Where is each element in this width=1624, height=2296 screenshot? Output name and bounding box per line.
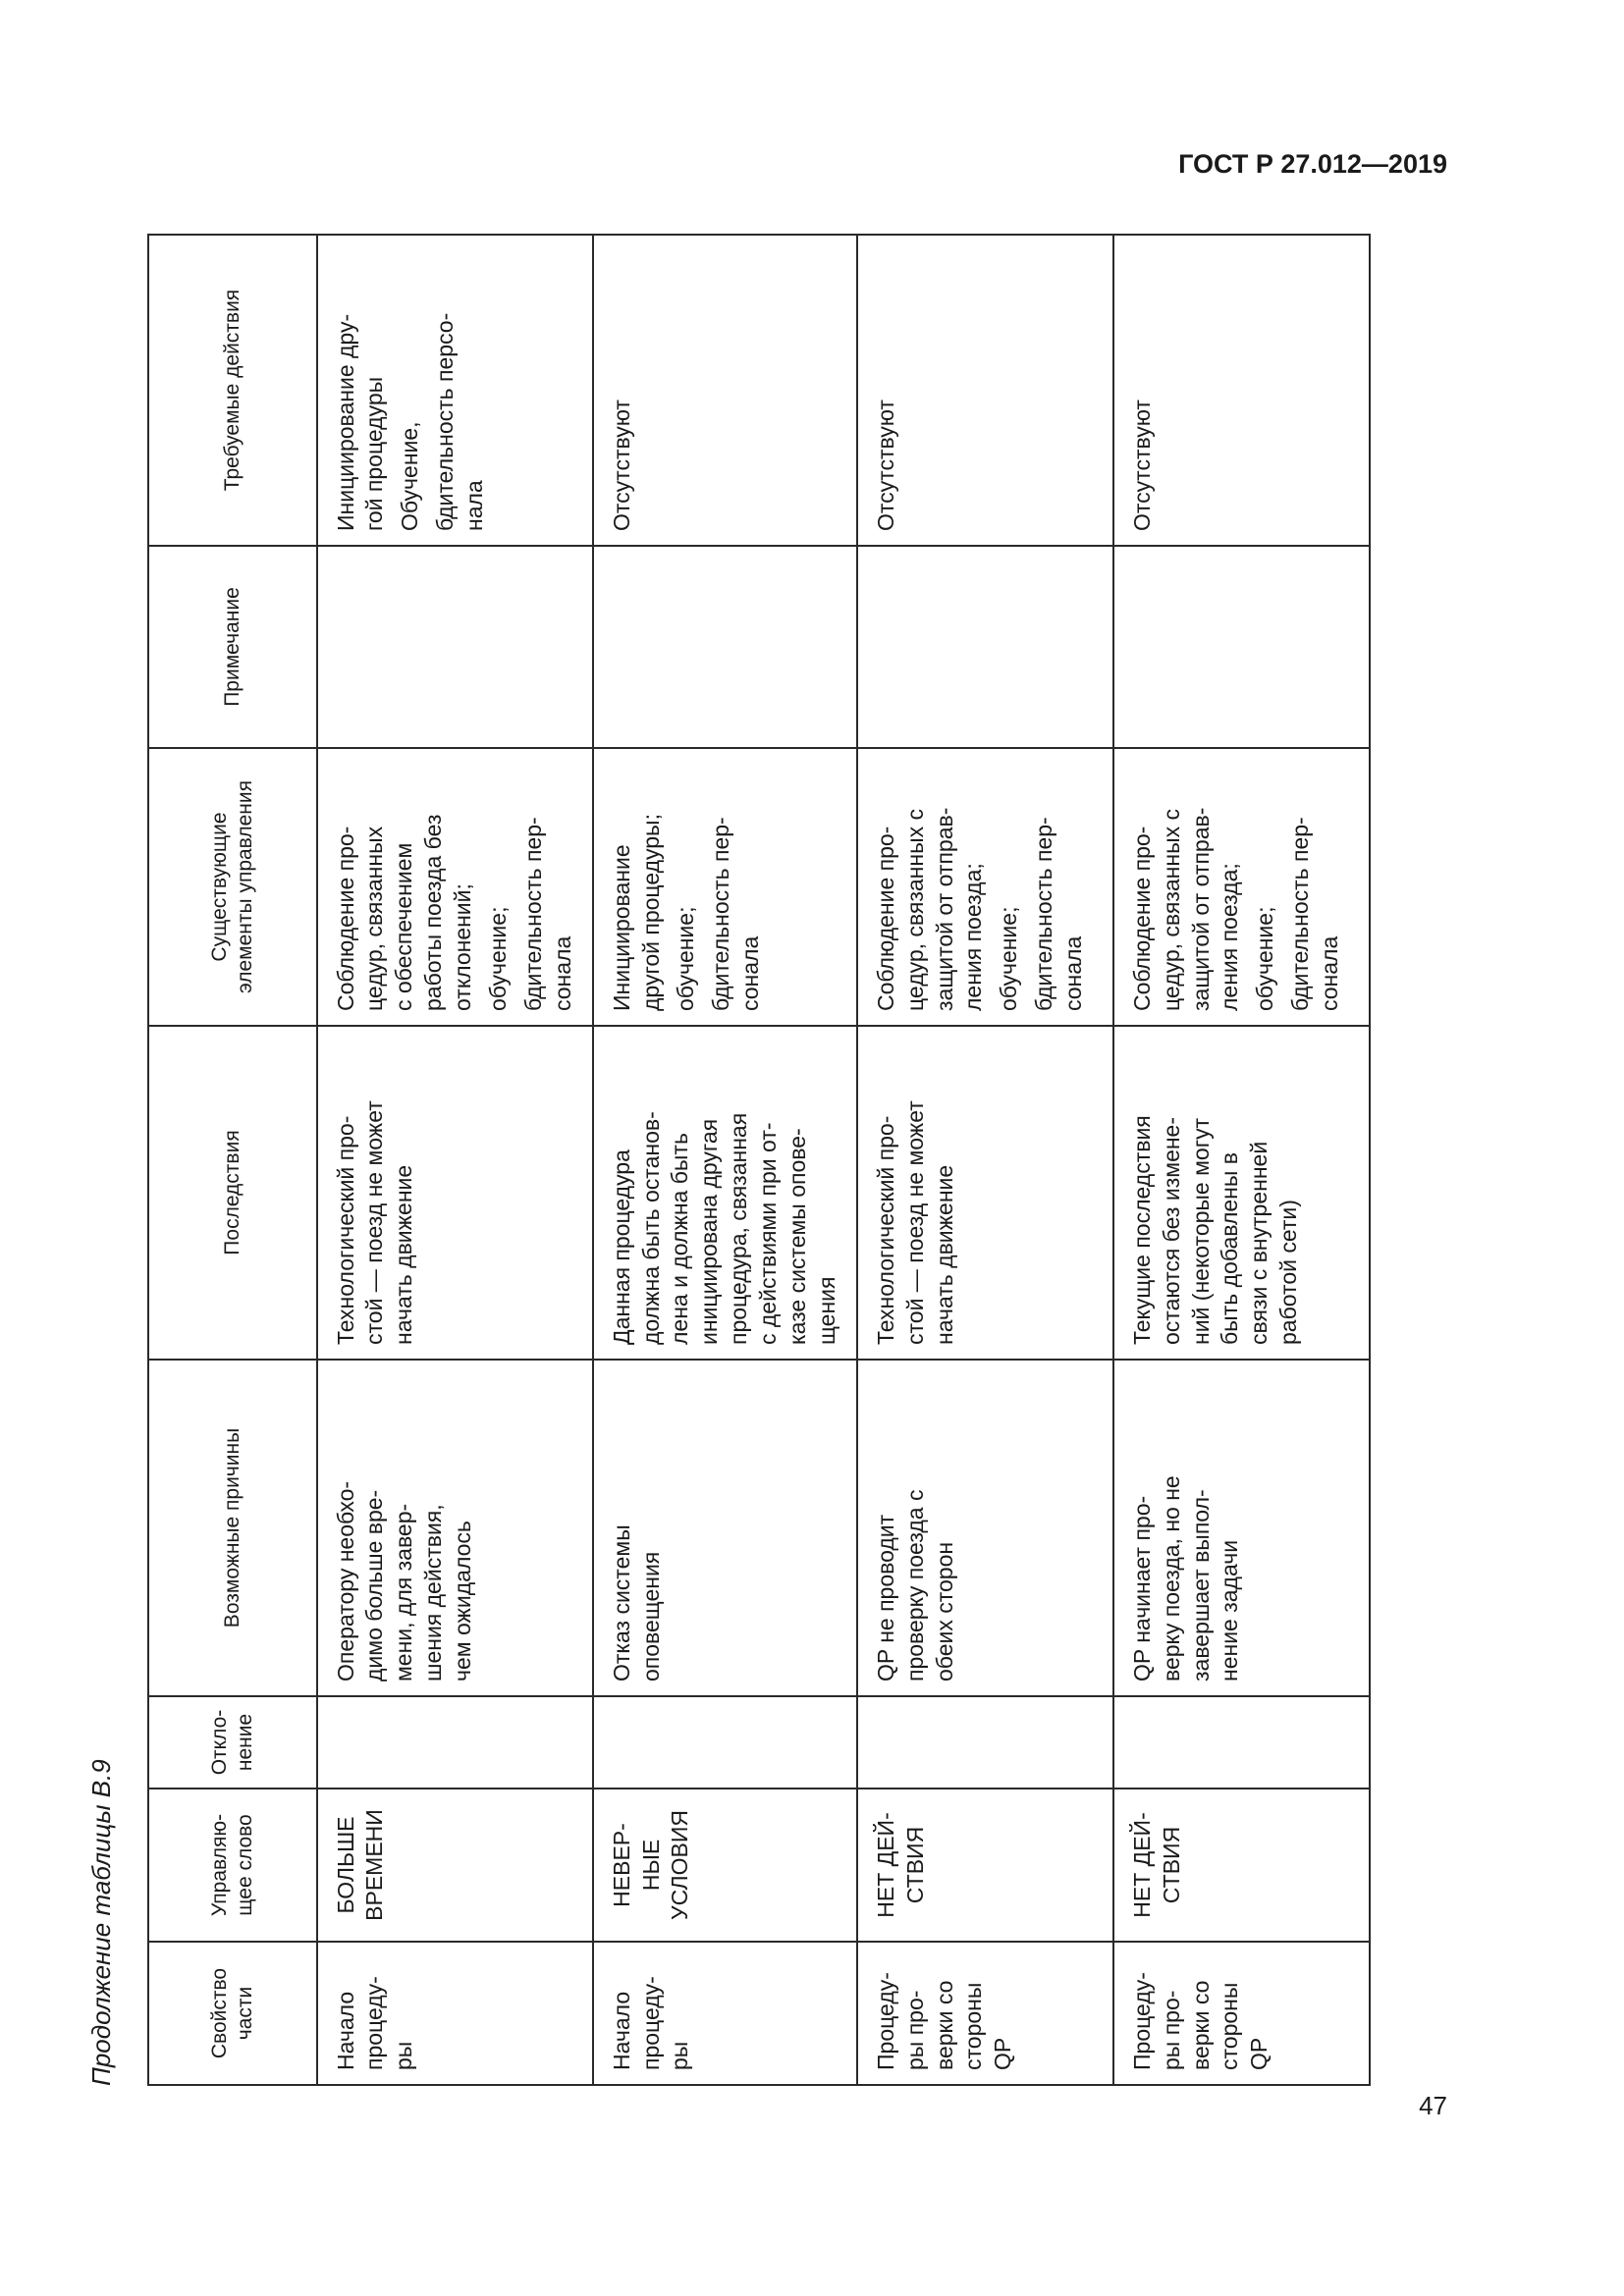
cell-line: ры [667,2041,693,2070]
cell-line: стороны [960,1982,987,2070]
cell-line: начать движение [931,1164,957,1345]
column-header-deviation [148,1696,317,1789]
cell-line: верки со [1187,1980,1214,2070]
cell-controls [593,748,857,1026]
cell-line: НЕТ ДЕЙ- [1128,1812,1155,1918]
cell-line: работы поезда без [420,814,447,1011]
cell-line: гой процедуры [361,376,388,531]
cell-line: обеих сторон [931,1541,957,1682]
column-header-consequences [148,1026,317,1360]
column-header-causes [148,1360,317,1696]
cell-line: бдительность пер- [519,817,546,1011]
cell-line: Текущие последствия [1128,1115,1155,1345]
cell-line: QP [990,2037,1016,2070]
table-row [857,235,1113,2085]
cell-line: обучение; [996,906,1022,1011]
cell-line: шения действия, [420,1504,447,1682]
cell-line: защитой от отправ- [931,807,957,1011]
cell-line: QP [1246,2037,1272,2070]
cell-line: Существующие [207,812,231,962]
column-header-guideword [148,1789,317,1942]
cell-line: БОЛЬШЕ [332,1816,358,1914]
cell-guideword [593,1789,857,1942]
cell-line: ры про- [901,1990,928,2070]
cell-deviation [1113,1696,1370,1789]
document-header-standard: ГОСТ Р 27.012—2019 [1178,149,1447,179]
cell-line: Начало [608,1991,634,2070]
cell-line: QP не проводит [872,1514,898,1682]
cell-line: мени, для завер- [391,1503,417,1682]
table-row [317,235,593,2085]
cell-line: Оператору необхо- [332,1480,358,1682]
table-row [1113,235,1370,2085]
cell-guideword [857,1789,1113,1942]
rotated-table-area [86,236,1343,2086]
cell-line: Отсутствуют [1128,400,1155,531]
cell-line: Примечание [220,587,244,707]
cell-line: бдительность пер- [1287,817,1314,1011]
cell-line: Обучение, [397,421,423,531]
cell-line: ления поезда; [960,863,987,1011]
cell-line: проверку поезда с [901,1489,928,1682]
cell-guideword [317,1789,593,1942]
cell-line: ВРЕМЕНИ [361,1809,388,1921]
cell-line: QP начинает про- [1128,1495,1155,1682]
cell-line: димо больше вре- [361,1489,388,1682]
cell-line: Начало [332,1991,358,2070]
cell-causes [317,1360,593,1696]
cell-line: обучение; [673,906,699,1011]
cell-line: бдительность персо- [432,312,459,531]
cell-line: цедур, связанных с [901,808,928,1011]
cell-line: ры про- [1158,1990,1184,2070]
cell-line: Процеду- [1128,1972,1155,2070]
cell-line: УСЛОВИЯ [667,1810,693,1920]
cell-line: Откло- [207,1709,231,1776]
cell-line: НЕВЕР- [608,1823,634,1907]
cell-line: оповещения [637,1551,664,1682]
cell-line: Отсутствуют [872,400,898,531]
cell-actions [593,235,857,546]
cell-line: НЕТ ДЕЙ- [872,1812,898,1918]
cell-line: остаются без измене- [1158,1116,1184,1345]
table-row [593,235,857,2085]
cell-line: чем ожидалось [450,1521,476,1682]
cell-line: Технологический про- [332,1115,358,1345]
cell-controls [1113,748,1370,1026]
cell-line: СТВИЯ [901,1826,928,1904]
cell-line: щения [813,1276,839,1345]
cell-line: завершает выпол- [1187,1489,1214,1682]
cell-line: части [233,1986,256,2041]
cell-line: обучение; [1252,906,1278,1011]
page-number: 47 [1419,2091,1447,2120]
cell-line: ры [391,2041,417,2070]
column-header-note [148,546,317,748]
cell-property [1113,1942,1370,2085]
cell-line: Последствия [220,1130,244,1255]
cell-note [317,546,593,748]
cell-line: другой процедуры; [637,814,664,1011]
cell-line: элементы управления [233,780,256,993]
table-caption: Продолжение таблицы В.9 [86,1759,116,2086]
cell-line: сонала [1060,935,1087,1011]
cell-consequences [317,1026,593,1360]
cell-line: инициирована другая [696,1118,723,1345]
cell-line: сонала [549,935,575,1011]
cell-line: защитой от отправ- [1187,807,1214,1011]
cell-actions [857,235,1113,546]
cell-line: НЫЕ [637,1839,664,1892]
cell-line: Свойство [207,1967,231,2059]
cell-controls [317,748,593,1026]
cell-line: казе системы опове- [784,1128,810,1345]
cell-line: Управляю- [207,1813,231,1917]
cell-line: быть добавлены в [1217,1151,1243,1345]
cell-line: Технологический про- [872,1115,898,1345]
cell-deviation [593,1696,857,1789]
cell-line: Инициирование дру- [332,313,358,531]
cell-actions [317,235,593,546]
cell-line: работой сети) [1275,1200,1302,1345]
cell-line: Соблюдение про- [872,826,898,1011]
cell-line: с обеспечением [391,842,417,1011]
cell-line: стой — поезд не может [361,1100,388,1345]
cell-causes [1113,1360,1370,1696]
cell-line: нение [233,1713,256,1772]
cell-line: цедур, связанных [361,826,388,1011]
cell-line: отклонений; [450,883,476,1011]
column-header-actions [148,235,317,546]
cell-property [857,1942,1113,2085]
cell-guideword [1113,1789,1370,1942]
hazop-table [147,234,1371,2086]
cell-line: бдительность пер- [708,817,734,1011]
cell-consequences [857,1026,1113,1360]
cell-line: бдительность пер- [1031,817,1057,1011]
cell-line: цедур, связанных с [1158,808,1184,1011]
cell-property [593,1942,857,2085]
cell-line: нала [461,480,488,531]
cell-line: Соблюдение про- [1128,826,1155,1011]
cell-line: Требуемые действия [220,289,244,492]
cell-deviation [317,1696,593,1789]
cell-line: Отсутствуют [608,400,634,531]
cell-line: нение задачи [1217,1539,1243,1682]
cell-line: процеду- [361,1976,388,2070]
cell-line: должна быть останов- [637,1111,664,1345]
cell-line: Данная процедура [608,1149,634,1345]
cell-actions [1113,235,1370,546]
column-header-controls [148,748,317,1026]
cell-line: связи с внутренней [1246,1141,1272,1345]
cell-line: Отказ системы [608,1524,634,1682]
cell-line: сонала [1317,935,1343,1011]
cell-line: ний (некоторые могут [1187,1117,1214,1345]
cell-line: Соблюдение про- [332,826,358,1011]
cell-line: сонала [737,935,764,1011]
cell-causes [857,1360,1113,1696]
cell-line: ления поезда; [1217,863,1243,1011]
cell-line: процеду- [637,1976,664,2070]
cell-consequences [1113,1026,1370,1360]
cell-line: верки со [931,1980,957,2070]
cell-line: верку поезда, но не [1158,1475,1184,1682]
cell-line: начать движение [391,1164,417,1345]
cell-line: процедура, связанная [726,1112,752,1345]
cell-line: Процеду- [872,1972,898,2070]
cell-line: стороны [1217,1982,1243,2070]
cell-line: обучение; [484,906,511,1011]
cell-line: с действиями при от- [755,1122,782,1345]
cell-note [1113,546,1370,748]
cell-line: Возможные причины [220,1427,244,1629]
cell-line: лена и должна быть [667,1133,693,1345]
table-header-row [148,235,317,2085]
cell-line: Инициирование [608,844,634,1011]
cell-note [857,546,1113,748]
cell-controls [857,748,1113,1026]
cell-line: СТВИЯ [1158,1826,1184,1904]
cell-note [593,546,857,748]
cell-deviation [857,1696,1113,1789]
cell-consequences [593,1026,857,1360]
cell-property [317,1942,593,2085]
cell-causes [593,1360,857,1696]
cell-line: щее слово [233,1814,256,1916]
column-header-property [148,1942,317,2085]
cell-line: стой — поезд не может [901,1100,928,1345]
